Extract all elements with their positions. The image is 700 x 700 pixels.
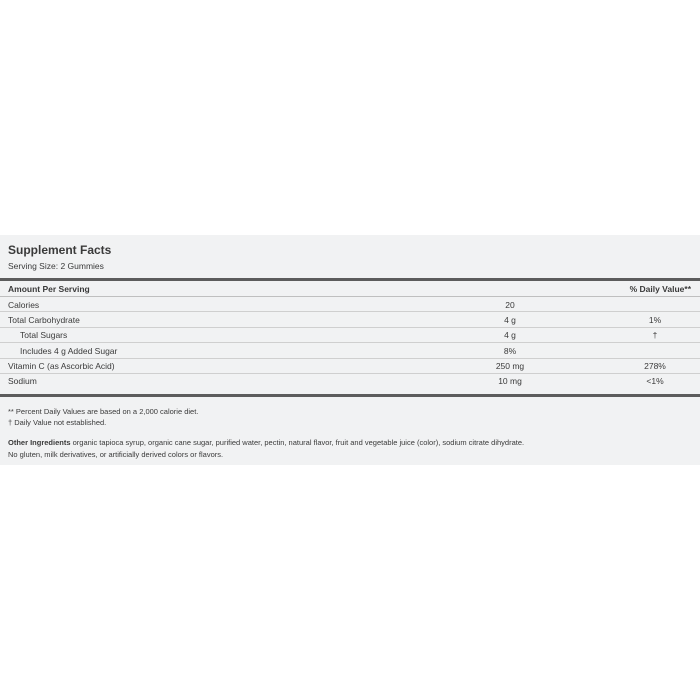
not-established-footnote: † Daily Value not established. [8,418,107,427]
footnotes [8,406,198,428]
nutrient-amount: 250 mg [495,361,525,372]
nutrient-name: Total Sugars [20,330,68,341]
nutrient-table [0,297,700,389]
supplement-facts-panel [0,235,700,465]
table-row [0,374,700,389]
other-ingredients [8,437,698,460]
ingredients-note: No gluten, milk derivatives, or artificially derived colors or flavors. [8,449,224,459]
nutrient-amount: 8% [503,345,517,356]
table-row [0,297,700,312]
table-row [0,312,700,327]
nutrient-dv: 278% [644,361,666,372]
nutrient-amount: 20 [505,299,515,310]
bottom-rule [0,394,700,397]
table-row [0,343,700,358]
nutrient-name: Total Carbohydrate [8,314,80,325]
panel-title: Supplement Facts [8,243,112,257]
nutrient-dv: 1% [648,314,662,325]
nutrient-name: Calories [8,299,40,310]
amount-header: Amount Per Serving [8,284,90,294]
nutrient-amount: 10 mg [498,376,522,387]
nutrient-amount: 4 g [504,314,516,325]
ingredients-text: organic tapioca syrup, organic cane sugar, purified water, pectin, natural flavor, fruit and vegetable juice (color), sodium citrate dihydrate. [70,438,525,447]
serving-size: Serving Size: 2 Gummies [8,261,104,271]
nutrient-name: Sodium [8,376,37,387]
nutrient-dv: <1% [646,376,664,387]
table-header [0,281,700,297]
nutrient-amount: 4 g [504,330,516,341]
table-row [0,328,700,343]
nutrient-dv: † [652,330,658,341]
nutrient-name: Includes 4 g Added Sugar [20,345,118,356]
daily-values-footnote: ** Percent Daily Values are based on a 2,000 calorie diet. [8,407,199,416]
nutrient-name: Vitamin C (as Ascorbic Acid) [8,361,115,372]
ingredients-label: Other Ingredients [8,438,71,447]
daily-value-header: % Daily Value** [629,284,691,294]
table-row [0,359,700,374]
